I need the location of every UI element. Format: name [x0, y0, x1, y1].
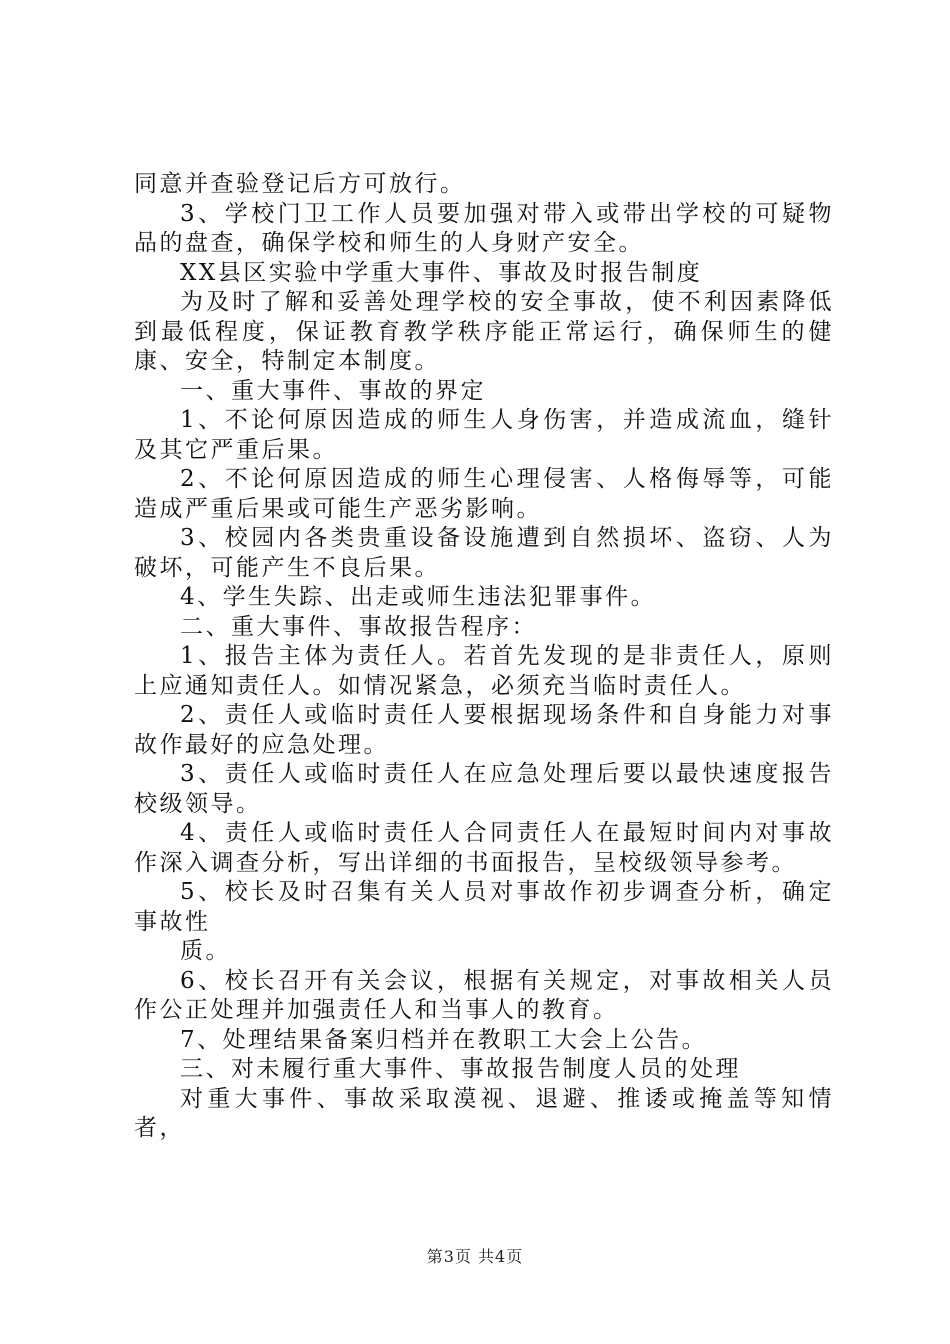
- paragraph: 4、学生失踪、出走或师生违法犯罪事件。: [180, 584, 657, 610]
- paragraph: 5、校长及时召集有关人员对事故作初步调查分析，确定事故性: [134, 879, 834, 935]
- document-body: [134, 170, 834, 1144]
- paragraph: 3、校园内各类贵重设备设施遭到自然损坏、盗窃、人为破坏，可能产生不良后果。: [134, 525, 834, 581]
- paragraph: 6、校长召开有关会议，根据有关规定，对事故相关人员作公正处理并加强责任人和当事人的教育。: [134, 967, 834, 1023]
- paragraph: 1、不论何原因造成的师生人身伤害，并造成流血，缝针及其它严重后果。: [134, 407, 834, 463]
- paragraph: 7、处理结果备案归档并在教职工大会上公告。: [180, 1026, 708, 1053]
- section-heading: 一、重大事件、事故的界定: [180, 377, 486, 404]
- paragraph: 2、责任人或临时责任人要根据现场条件和自身能力对事故作最好的应急处理。: [134, 702, 834, 758]
- paragraph: 3、学校门卫工作人员要加强对带入或带出学校的可疑物品的盘查，确保学校和师生的人身财产安全。: [134, 200, 834, 256]
- page-number-footer: 第3页 共4页: [426, 1247, 524, 1266]
- paragraph: 1、报告主体为责任人。若首先发现的是非责任人，原则上应通知责任人。如情况紧急，必须充当临时责任人。: [134, 643, 834, 699]
- paragraph: 3、责任人或临时责任人在应急处理后要以最快速度报告校级领导。: [134, 761, 834, 817]
- section-heading: 二、重大事件、事故报告程序：: [180, 613, 537, 640]
- paragraph: 同意并查验登记后方可放行。: [134, 171, 466, 197]
- paragraph: 对重大事件、事故采取漠视、退避、推诿或掩盖等知情者，: [134, 1085, 834, 1141]
- paragraph: 质。: [180, 938, 231, 964]
- paragraph: 为及时了解和妥善处理学校的安全事故，使不利因素降低到最低程度，保证教育教学秩序能正常运行，确保师生的健康、安全，特制定本制度。: [134, 289, 834, 374]
- paragraph: 2、不论何原因造成的师生心理侵害、人格侮辱等，可能造成严重后果或可能生产恶劣影响。: [134, 466, 834, 522]
- section-heading: 三、对未履行重大事件、事故报告制度人员的处理: [180, 1056, 741, 1082]
- section-title: XX县区实验中学重大事件、事故及时报告制度: [180, 259, 703, 286]
- paragraph: 4、责任人或临时责任人合同责任人在最短时间内对事故作深入调查分析，写出详细的书面报告，呈校级领导参考。: [134, 820, 834, 876]
